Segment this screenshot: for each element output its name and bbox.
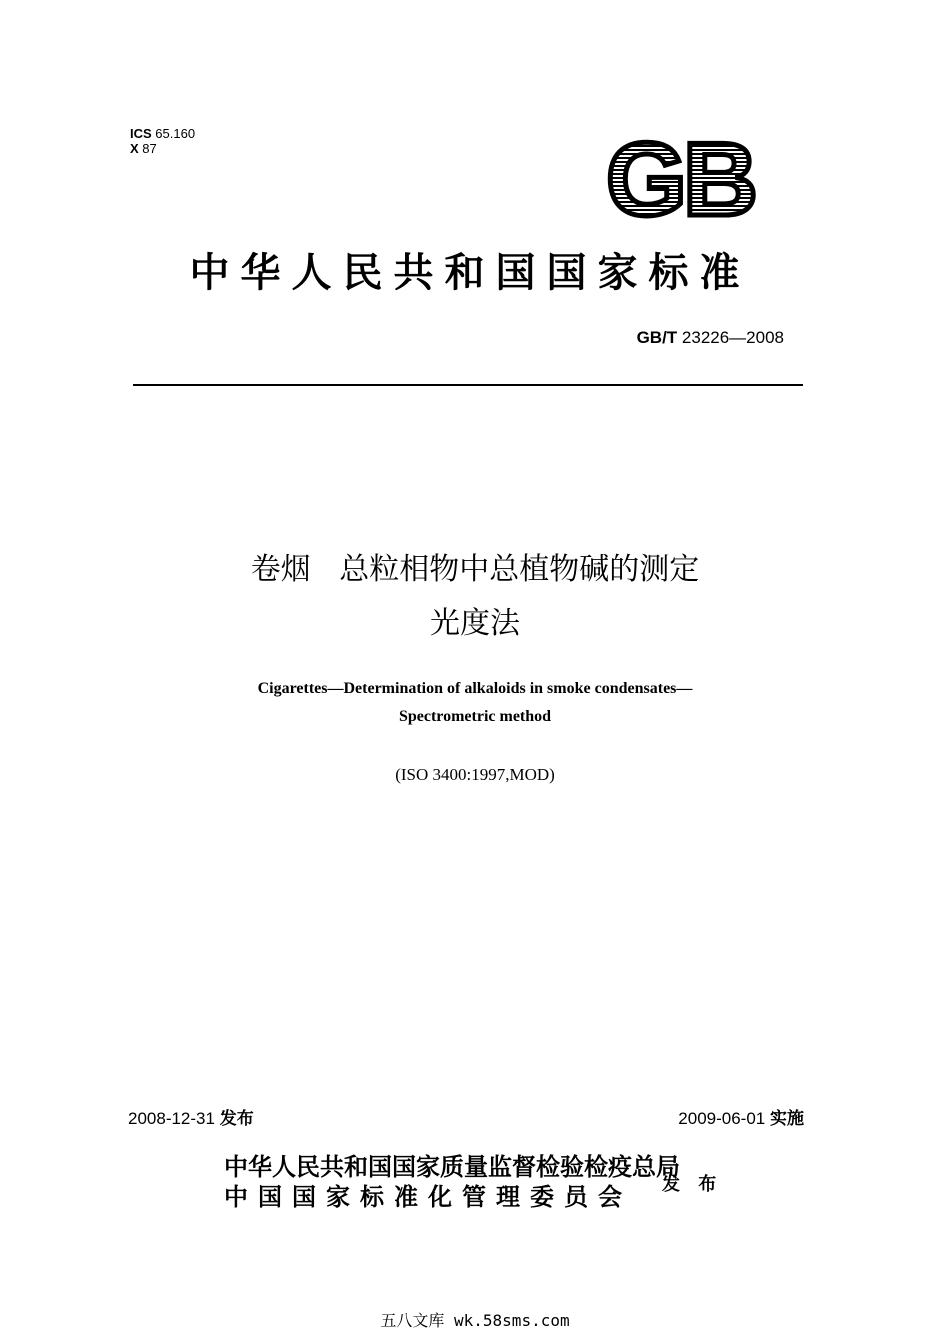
category-label: X [130, 141, 139, 156]
national-standard-title: 中华人民共和国国家标准 [189, 249, 751, 296]
ics-code-block [130, 126, 195, 156]
category-line [130, 141, 195, 156]
english-title-line2: Spectrometric method [398, 708, 552, 725]
ics-value: 65.160 [155, 126, 196, 141]
footer-watermark: 五八文库 wk.58sms.com [380, 1311, 570, 1330]
implementation-date-label: 实施 [770, 1109, 804, 1129]
implementation-date-value: 2009-06-01 [678, 1109, 766, 1128]
issuer-line2: 中国国家标准化管理委员会 [224, 1182, 632, 1211]
issue-date [128, 1104, 254, 1129]
english-title-line1: Cigarettes—Determination of alkaloids in smoke condensates— [257, 680, 693, 697]
ics-line [130, 126, 195, 141]
publish-label: 发 布 [662, 1174, 723, 1195]
gb-logo-text: GB [606, 133, 754, 223]
chinese-title-line1: 卷烟 总粒相物中总植物碱的测定 [250, 552, 700, 587]
gb-logo [598, 133, 762, 223]
issue-date-label: 发布 [219, 1109, 254, 1129]
standard-number [637, 328, 784, 348]
header-divider [133, 384, 803, 386]
standard-prefix: GB/T [636, 328, 678, 347]
category-value: 87 [142, 141, 157, 156]
issue-date-value: 2008-12-31 [128, 1109, 215, 1128]
implementation-date [678, 1104, 804, 1129]
iso-reference: (ISO 3400:1997,MOD) [395, 765, 555, 784]
standard-value: 23226—2008 [681, 328, 784, 347]
issuer-line1: 中华人民共和国国家质量监督检验检疫总局 [224, 1152, 680, 1181]
ics-label: ICS [130, 126, 152, 141]
chinese-title-line2: 光度法 [430, 606, 520, 641]
